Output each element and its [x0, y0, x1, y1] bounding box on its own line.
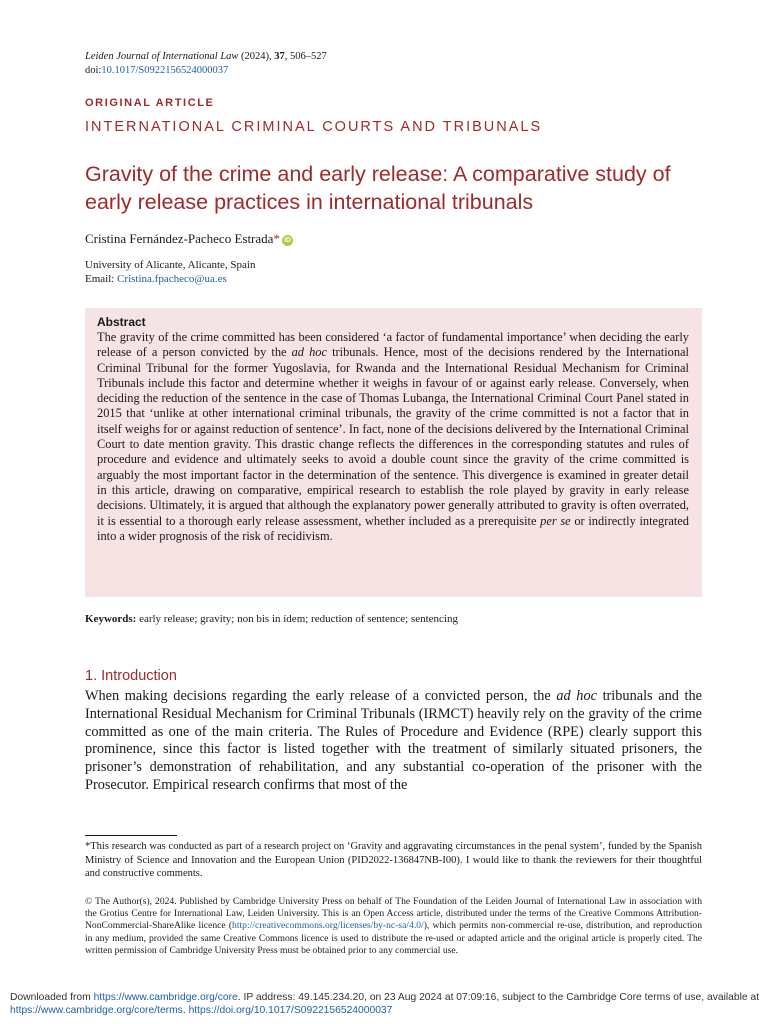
abstract-part-2: tribunals. Hence, most of the decisions rendered by the International Criminal Tribunal for the former Yugoslavia, for Rwanda and the International Residual Mechanism for Criminal Tribunals include this factor and determine whether it weighs in favour of or against early release. Conversely, when deciding the reduction of the sentence in the case of Thomas Lubanga, the International Criminal Court Panel stated in 2015 that ‘unlike at other international criminal tribunals, the gravity of the crime committed is not a factor that in itself weighs for or against reduction of sentence’. In fact, none of the decisions delivered by the International Criminal Court to date mention gravity. This drastic change reflects the differences in the corresponding statutes and rules of procedure and evidence and ultimately seeks to avoid a double count since the gravity of the crime committed is arguably the most important factor in the determination of the sentence. This divergence is examined in greater detail in this article, drawing on comparative, empirical research to establish the role played by gravity in early release decisions. Ultimately, it is argued that although the explanatory power generally attributed to gravity is often overrated, it is essential to a thorough early release assessment, whether included as a prerequisite — [97, 345, 689, 528]
cambridge-core-link[interactable]: https://www.cambridge.org/core — [93, 992, 238, 1003]
article-title: Gravity of the crime and early release: A comparative study of early release practices in international tribunals — [85, 162, 671, 214]
orcid-icon[interactable]: iD — [283, 237, 291, 244]
institution: University of Alicante, Alicante, Spain — [85, 259, 256, 271]
keywords-label: Keywords: — [85, 613, 137, 625]
article-doi-link[interactable]: https://doi.org/10.1017/S0922156524000037 — [188, 1005, 393, 1016]
intro-emphasis: ad hoc — [556, 688, 597, 704]
license-link[interactable]: http://creativecommons.org/licenses/by-nc-sa/4.0/ — [232, 920, 424, 932]
journal-pages: , 506–527 — [284, 51, 327, 62]
journal-name: Leiden Journal of International Law — [85, 51, 239, 62]
footnote: *This research was conducted as part of a research project on ‘Gravity and aggravating circumstances in the penal system’, funded by the Spanish Ministry of Science and Innovation and the European Union (PID2022-136847NB-I00). I would like to thank the reviewers for their thoughtful and constructive comments. — [85, 841, 702, 879]
copyright-part-1: © The Author(s), 2024. Published by Cambridge University Press on behalf of The Foundation of the Leiden Journal of International Law in association with the Grotius Centre for International Law, Leiden University. This is an Open Access article, distributed under the terms of the Creative Commons Attribution-NonCommercial-ShareAlike licence ( — [85, 896, 702, 932]
download-notice — [10, 991, 760, 1017]
abstract-heading: Abstract — [97, 315, 146, 329]
copyright-notice — [85, 896, 702, 957]
keywords-text: early release; gravity; non bis in ídem; reduction of sentence; sentencing — [136, 613, 458, 625]
footnote-divider — [85, 835, 177, 836]
abstract-text — [97, 330, 689, 544]
journal-volume: 37 — [274, 51, 285, 62]
abstract-part-1: The gravity of the crime committed has been considered ‘a factor of fundamental importance’ when deciding the early release of a person convicted by the — [97, 330, 689, 360]
download-part-1: Downloaded from — [10, 992, 94, 1003]
email-label: Email: — [85, 273, 118, 285]
email-link[interactable]: Cristina.fpacheco@ua.es — [117, 273, 227, 285]
keywords — [85, 613, 458, 625]
author-line — [85, 231, 293, 247]
abstract-emphasis-1: ad hoc — [291, 345, 327, 360]
intro-heading: 1. Introduction — [85, 668, 177, 684]
intro-part-2: tribunals and the International Residual Mechanism for Criminal Tribunals (IRMCT) heavily rely on the gravity of the crime committed as one of the main criteria. The Rules of Procedure and Evidence (RPE) clearly support this prominence, since this factor is listed together with the treatment of similarly situated prisoners, the prisoner’s demonstration of rehabilitation, and any substantial co-operation of the prisoner with the Prosecutor. Empirical research confirms that most of the — [85, 688, 702, 793]
copyright-part-2: ), which permits non-commercial re-use, distribution, and reproduction in any medium, provided the same Creative Commons licence is used to distribute the re-used or adapted article and the original article is properly cited. The written permission of Cambridge University Press must be obtained prior to any commercial use. — [85, 920, 702, 956]
doi-prefix: doi: — [85, 65, 102, 76]
abstract-box — [85, 308, 702, 597]
journal-citation — [85, 50, 327, 78]
abstract-part-3: or indirectly integrated into a wider prognosis of the risk of recidivism. — [97, 513, 689, 543]
download-part-3: . — [182, 1005, 189, 1016]
section-label: ORIGINAL ARTICLE — [85, 97, 215, 109]
download-part-2: . IP address: 49.145.234.20, on 23 Aug 2024 at 07:09:16, subject to the Cambridge Core terms of use, available at — [237, 992, 760, 1003]
author-footnote-marker[interactable]: * — [273, 231, 280, 246]
subject-label: INTERNATIONAL CRIMINAL COURTS AND TRIBUNALS — [85, 119, 543, 135]
affiliation — [85, 258, 255, 286]
abstract-emphasis-2: per se — [540, 513, 571, 528]
author-name: Cristina Fernández-Pacheco Estrada — [85, 231, 274, 246]
terms-link[interactable]: https://www.cambridge.org/core/terms — [10, 1005, 183, 1016]
intro-paragraph — [85, 688, 702, 795]
doi-link[interactable]: 10.1017/S0922156524000037 — [101, 65, 229, 76]
journal-year: (2024), — [241, 51, 272, 62]
intro-part-1: When making decisions regarding the early release of a convicted person, the — [85, 688, 557, 704]
